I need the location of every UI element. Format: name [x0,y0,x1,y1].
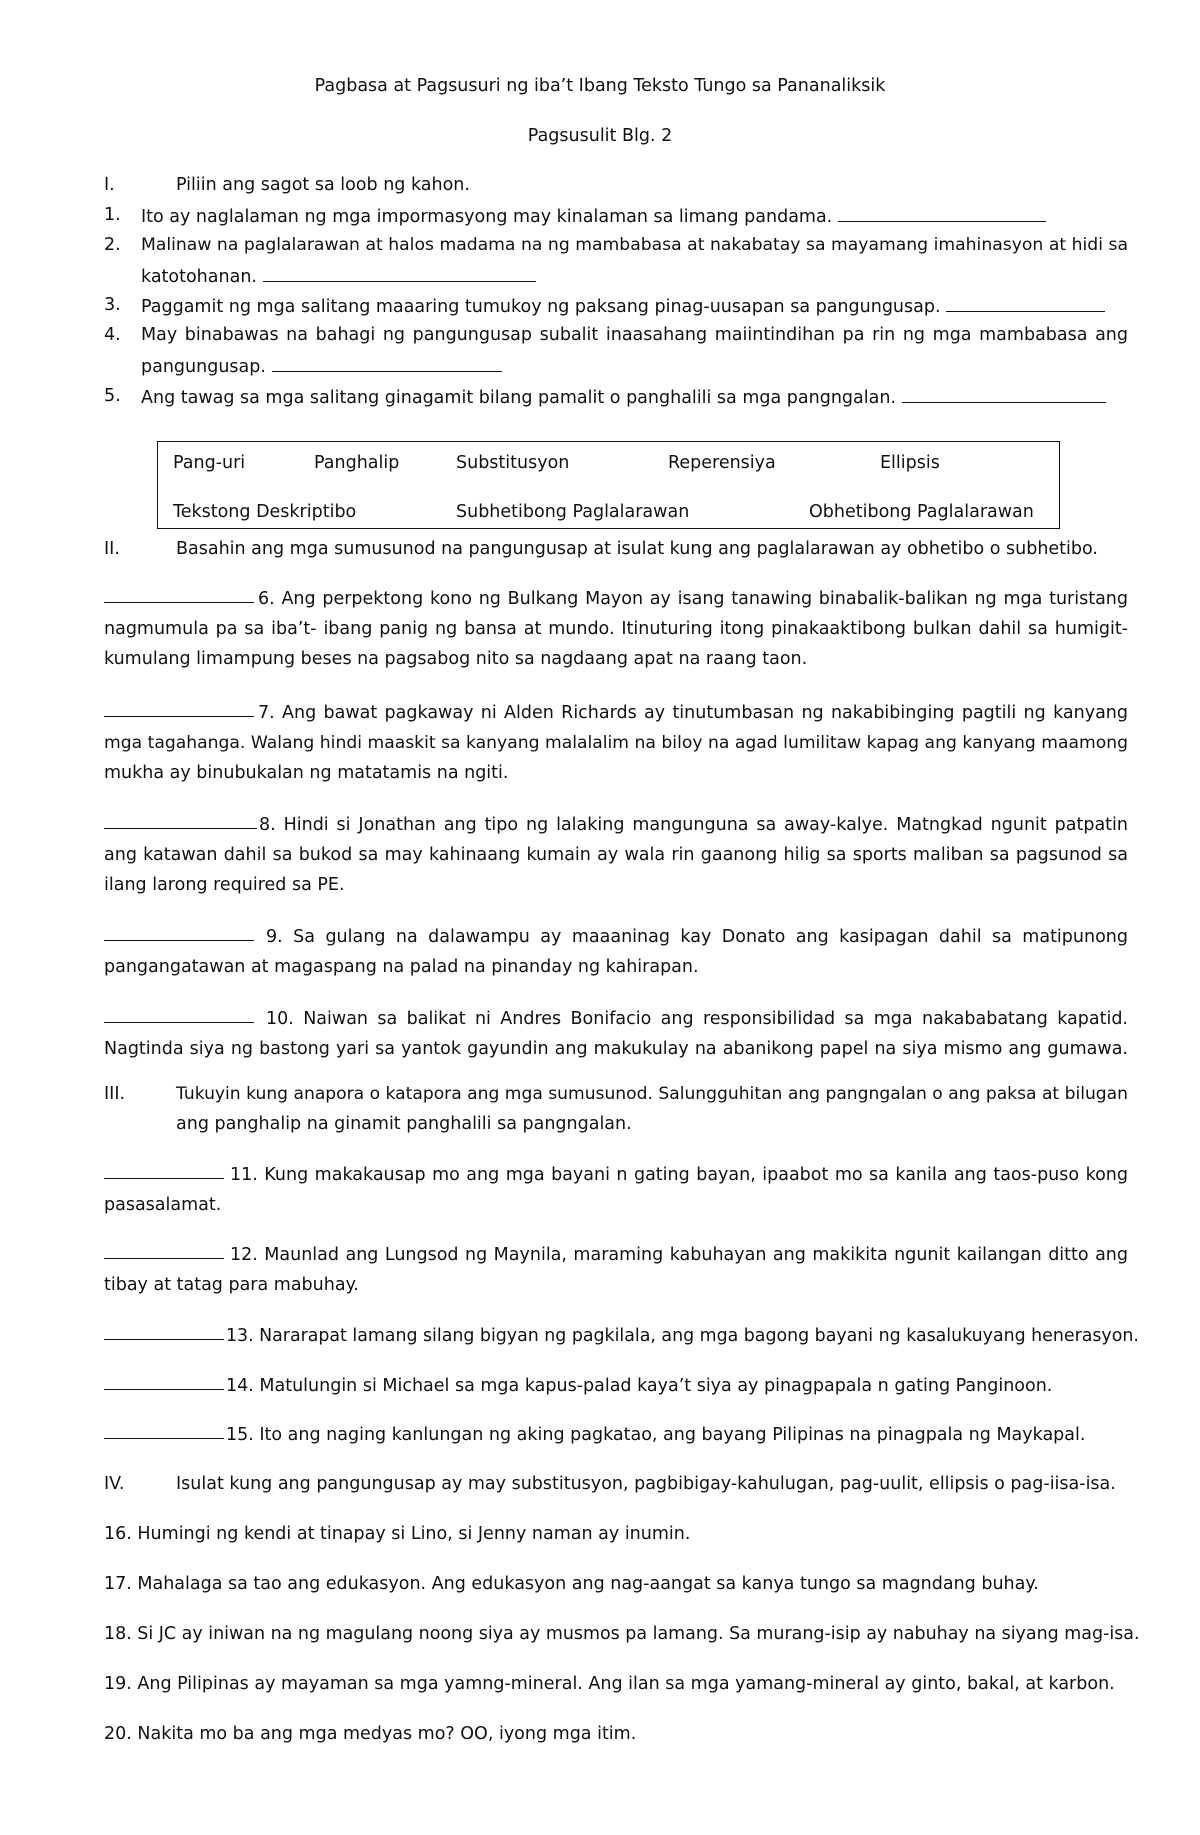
choice-reperensiya: Reperensiya [668,453,776,473]
item-4-text-line2: pangungusap. [141,353,502,379]
answer-blank-10[interactable] [104,1004,254,1023]
item-14-line1: 14. Matulungin si Michael sa mga kapus-palad kaya’t siya ay pinagpapala n gating Panginoon. [226,1376,1053,1396]
exam-subtitle: Pagsusulit Blg. 2 [527,126,673,146]
answer-blank-3[interactable] [946,293,1105,312]
item-7-line1: 7. Ang bawat pagkaway ni Alden Richards ay tinutumbasan ng nakabibinging pagtili ng kanyang [258,703,1128,723]
choice-tekstong-deskriptibo: Tekstong Deskriptibo [173,502,357,522]
choice-obhetibong-paglalarawan: Obhetibong Paglalarawan [809,502,1034,522]
answer-blank-15[interactable] [104,1420,224,1439]
item-1-number: 1. [104,205,121,225]
item-15-line1: 15. Ito ang naging kanlungan ng aking pagkatao, ang bayang Pilipinas na pinagpala ng Maykapal. [226,1425,1086,1445]
item-12-line2: tibay at tatag para mabuhay. [104,1275,359,1295]
answer-blank-7[interactable] [104,698,254,717]
exam-title: Pagbasa at Pagsusuri ng iba’t Ibang Teksto Tungo sa Pananaliksik [314,76,886,96]
answer-blank-2[interactable] [263,263,536,282]
item-9-line1: 9. Sa gulang na dalawampu ay maaaninag kay Donato ang kasipagan dahil sa matipunong [266,927,1128,947]
choices-box [157,441,1060,529]
item-17: 17. Mahalaga sa tao ang edukasyon. Ang edukasyon ang nag-aangat sa kanya tungo sa magndang buhay. [104,1574,1039,1594]
item-4-text-line1: May binabawas na bahagi ng pangungusap subalit inaasahang maiintindihan pa rin ng mga mambabasa ang [141,325,1128,345]
item-11-line1: 11. Kung makakausap mo ang mga bayani n gating bayan, ipaabot mo sa kanila ang taos-puso kong [230,1165,1128,1185]
item-9-line2: pangangatawan at magaspang na palad na pinanday ng kahirapan. [104,957,699,977]
answer-blank-5[interactable] [902,384,1106,403]
item-6-line1: 6. Ang perpektong kono ng Bulkang Mayon ay isang tanawing binabalik-balikan ng mga turistang [258,589,1128,609]
answer-blank-12[interactable] [104,1240,224,1259]
answer-blank-4[interactable] [272,353,502,372]
item-16: 16. Humingi ng kendi at tinapay si Lino, si Jenny naman ay inumin. [104,1524,691,1544]
item-13-line1: 13. Nararapat lamang silang bigyan ng pagkilala, ang mga bagong bayani ng kasalukuyang henerasyon. [226,1326,1139,1346]
item-12-line1: 12. Maunlad ang Lungsod ng Maynila, maraming kabuhayan ang makikita ngunit kailangan ditto ang [230,1245,1128,1265]
item-6-line3: kumulang limampung beses na pagsabog nito sa nagdaang apat na raang taon. [104,649,808,669]
part2-instruction: Basahin ang mga sumusunod na pangungusap at isulat kung ang paglalarawan ay obhetibo o subhetibo. [176,539,1098,559]
part4-numeral: IV. [104,1474,125,1494]
answer-blank-8[interactable] [104,810,257,829]
item-5-text: Ang tawag sa mga salitang ginagamit bilang pamalit o panghalili sa mga pangngalan. [141,384,1106,410]
part3-instruction-line2: ang panghalip na ginamit panghalili sa pangngalan. [176,1114,632,1134]
item-19: 19. Ang Pilipinas ay mayaman sa mga yamng-mineral. Ang ilan sa mga yamang-mineral ay ginto, bakal, at karbon. [104,1674,1115,1694]
part2-numeral: II. [104,539,120,559]
answer-blank-14[interactable] [104,1371,224,1390]
item-10-line2: Nagtinda siya ng bastong yari sa yantok gayundin ang makukulay na abanikong papel na siya mismo ang gumawa. [104,1039,1128,1059]
part3-instruction-line1: Tukuyin kung anapora o katapora ang mga sumusunod. Salungguhitan ang pangngalan o ang paksa at bilugan [176,1084,1128,1104]
item-1-text: Ito ay naglalaman ng mga impormasyong may kinalaman sa limang pandama. [141,203,1046,229]
answer-blank-1[interactable] [838,203,1046,222]
item-8-line2: ang katawan dahil sa bukod sa may kahinaang kumain ay wala rin gaanong hilig sa sports maliban sa pagsunod sa [104,845,1128,865]
item-8-line1: 8. Hindi si Jonathan ang tipo ng lalaking mangunguna sa away-kalye. Matngkad ngunit patpatin [259,815,1128,835]
choice-panghalip: Panghalip [314,453,400,473]
item-5-number: 5. [104,386,121,406]
choice-pang-uri: Pang-uri [173,453,246,473]
item-20: 20. Nakita mo ba ang mga medyas mo? OO, iyong mga itim. [104,1724,637,1744]
part1-instruction: Piliin ang sagot sa loob ng kahon. [176,175,470,195]
item-3-text: Paggamit ng mga salitang maaaring tumukoy ng paksang pinag-uusapan sa pangungusap. [141,293,1105,319]
choice-subhetibong-paglalarawan: Subhetibong Paglalarawan [456,502,690,522]
item-6-line2: nagmumula pa sa iba’t- ibang panig ng bansa at mundo. Itinuturing itong pinakaaktibong bulkan dahil sa humigit- [104,619,1128,639]
item-2-text-line1: Malinaw na paglalarawan at halos madama na ng mambabasa at nakabatay sa mayamang imahinasyon at hidi sa [141,235,1128,255]
answer-blank-11[interactable] [104,1160,224,1179]
answer-blank-13[interactable] [104,1321,224,1340]
answer-blank-9[interactable] [104,922,254,941]
part1-numeral: I. [104,175,115,195]
item-10-line1: 10. Naiwan sa balikat ni Andres Bonifacio ang responsibilidad sa mga nakababatang kapatid. [266,1009,1128,1029]
item-2-text-line2: katotohanan. [141,263,536,289]
part4-instruction: Isulat kung ang pangungusap ay may substitusyon, pagbibigay-kahulugan, pag-uulit, ellipsis o pag-iisa-isa. [176,1474,1116,1494]
choice-ellipsis: Ellipsis [880,453,940,473]
answer-blank-6[interactable] [104,584,254,603]
item-7-line3: mukha ay binubukalan ng matatamis na ngiti. [104,763,509,783]
item-18: 18. Si JC ay iniwan na ng magulang noong siya ay musmos pa lamang. Sa murang-isip ay nabuhay na siyang mag-isa. [104,1624,1140,1644]
item-7-line2: mga tagahanga. Walang hindi maaskit sa kanyang malalalim na biloy na agad lumilitaw kapag ang kanyang maamong [104,733,1128,753]
item-11-line2: pasasalamat. [104,1195,222,1215]
item-3-number: 3. [104,295,121,315]
item-2-number: 2. [104,235,121,255]
choice-substitusyon: Substitusyon [456,453,570,473]
item-4-number: 4. [104,325,121,345]
item-8-line3: ilang larong required sa PE. [104,875,345,895]
part3-numeral: III. [104,1084,126,1104]
